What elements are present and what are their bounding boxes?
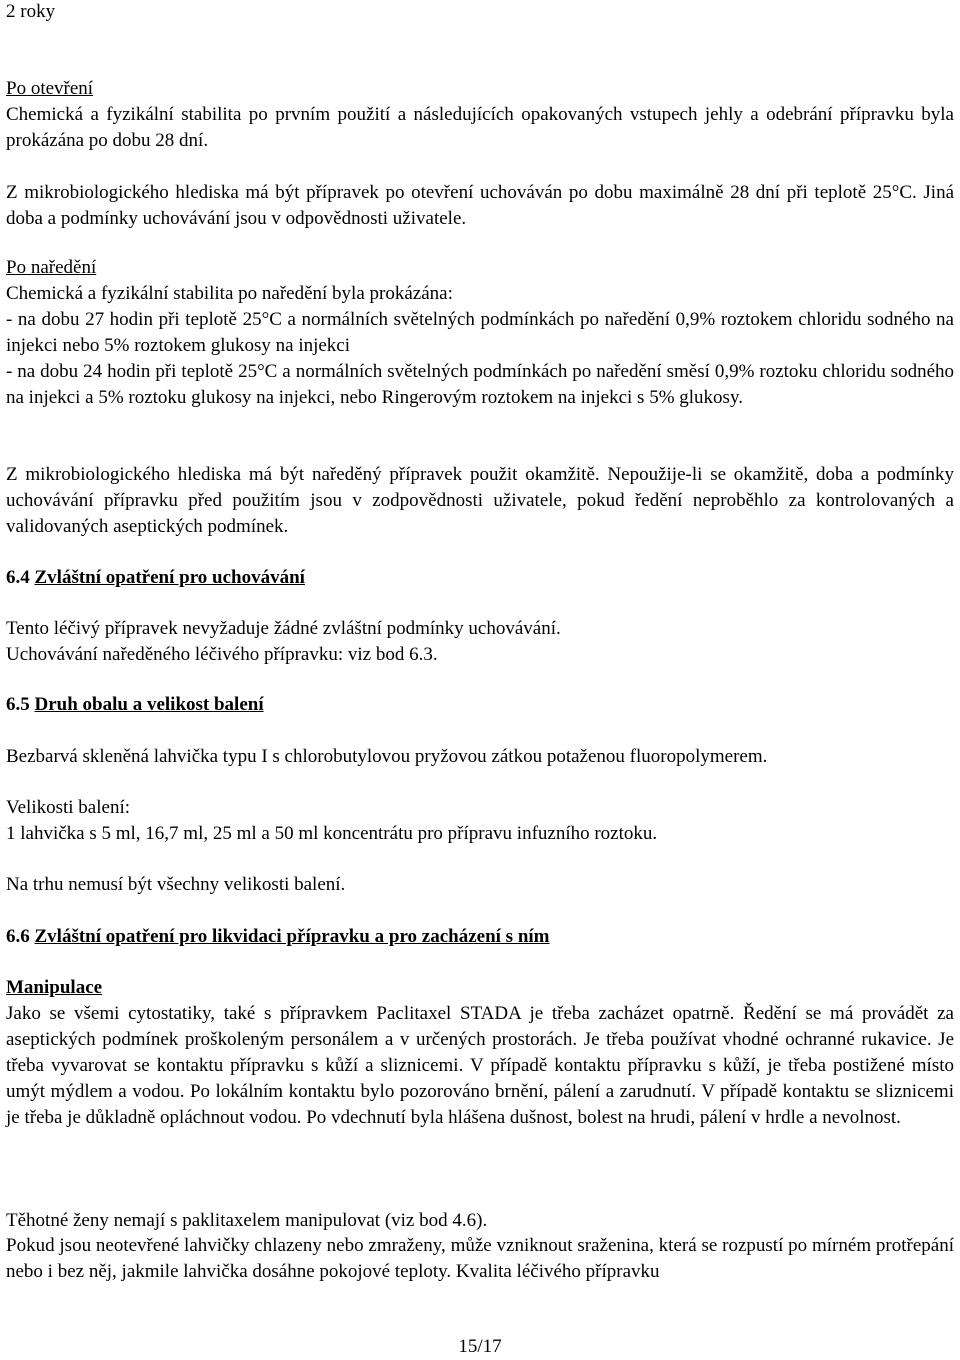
after-dilution-intro: Chemická a fyzikální stabilita po naředění byla prokázána: bbox=[6, 283, 453, 304]
after-dilution-item-1: - na dobu 27 hodin při teplotě 25°C a normálních světelných podmínkách po naředění 0,9% roztokem chloridu sodného na injekci nebo 5% roztokem glukosy na injekci bbox=[6, 309, 954, 356]
after-opening-heading: Po otevření bbox=[6, 78, 94, 99]
section-6-5-sizes-block bbox=[6, 795, 954, 847]
section-6-5-title: Druh obalu a velikost balení bbox=[34, 694, 264, 715]
after-opening-block bbox=[6, 76, 954, 154]
section-6-4-heading bbox=[6, 565, 954, 591]
microbiology-dilution-text: Z mikrobiologického hlediska má být naředěný přípravek použit okamžitě. Nepoužije-li se okamžitě, doba a podmínky uchovávání přípravku před použitím jsou v zodpovědnosti uživatele, pokud ředění neproběhlo za kontrolovaných a validovaných aseptických podmínek. bbox=[6, 464, 954, 537]
section-6-5-sizes-label: Velikosti balení: bbox=[6, 797, 131, 818]
after-dilution-block bbox=[6, 255, 954, 411]
section-6-5-number: 6.5 bbox=[6, 694, 30, 715]
section-6-4-number: 6.4 bbox=[6, 567, 30, 588]
after-dilution-heading: Po naředění bbox=[6, 257, 97, 278]
section-6-4-line-2: Uchovávání naředěného léčivého přípravku: viz bod 6.3. bbox=[6, 644, 438, 665]
microbiology-opening-text: Z mikrobiologického hlediska má být přípravek po otevření uchováván po dobu maximálně 28 dní při teplotě 25°C. Jiná doba a podmínky uchovávání jsou v odpovědnosti uživatele. bbox=[6, 182, 954, 229]
section-6-6-title: Zvláštní opatření pro likvidaci přípravku a pro zacházení s ním bbox=[34, 926, 550, 947]
page-number: 15/17 bbox=[458, 1336, 502, 1357]
section-6-5-sizes-text: 1 lahvička s 5 ml, 16,7 ml, 25 ml a 50 ml koncentrátu pro přípravu infuzního roztoku. bbox=[6, 823, 658, 844]
shelf-life-text: 2 roky bbox=[6, 1, 56, 22]
section-6-4-title: Zvláštní opatření pro uchovávání bbox=[34, 567, 305, 588]
section-6-6-heading bbox=[6, 924, 954, 950]
after-dilution-item-2: - na dobu 24 hodin při teplotě 25°C a normálních světelných podmínkách po naředění směsí 0,9% roztoku chloridu sodného na injekci a 5% roztoku glukosy na injekci, nebo Ringerovým roztokem na injekci s 5% glukosy. bbox=[6, 361, 954, 408]
after-opening-text: Chemická a fyzikální stabilita po prvním použití a následujících opakovaných vstupech jehly a odebrání přípravku byla prokázána po dobu 28 dní. bbox=[6, 104, 954, 151]
manipulation-block bbox=[6, 975, 954, 1131]
refrigerated-note: Pokud jsou neotevřené lahvičky chlazeny nebo zmraženy, může vzniknout sraženina, která se rozpustí po mírném protřepání nebo i bez něj, jakmile lahvička dosáhne pokojové teploty. Kvalita léčivého přípravku bbox=[6, 1235, 954, 1282]
manipulation-text: Jako se všemi cytostatiky, také s přípravkem Paclitaxel STADA je třeba zacházet opatrně. Ředění se má provádět za aseptických podmínek proškoleným personálem a v určených prostorách. Je třeba používat vhodné ochranné rukavice. Je třeba vyvarovat se kontaktu přípravku s kůží a sliznicemi. V případě kontaktu přípravku s kůží, je třeba postižené místo umýt mýdlem a vodou. Po lokálním kontaktu bylo pozorováno brnění, pálení a zarudnutí. V případě kontaktu se sliznicemi je třeba je důkladně opláchnout vodou. Po vdechnutí byla hlášena dušnost, bolest na hrudi, pálení v hrdle a nevolnost. bbox=[6, 1003, 954, 1128]
manipulation-heading: Manipulace bbox=[6, 977, 103, 998]
section-6-4-line-1: Tento léčivý přípravek nevyžaduje žádné zvláštní podmínky uchovávání. bbox=[6, 618, 561, 639]
section-6-6-number: 6.6 bbox=[6, 926, 30, 947]
section-6-4-body bbox=[6, 616, 954, 668]
pregnant-note: Těhotné ženy nemají s paklitaxelem manipulovat (viz bod 4.6). bbox=[6, 1210, 488, 1231]
section-6-5-heading bbox=[6, 692, 954, 718]
section-6-5-container-text: Bezbarvá skleněná lahvička typu I s chlorobutylovou pryžovou zátkou potaženou fluoropolymerem. bbox=[6, 746, 768, 767]
section-6-5-market-note: Na trhu nemusí být všechny velikosti balení. bbox=[6, 874, 346, 895]
